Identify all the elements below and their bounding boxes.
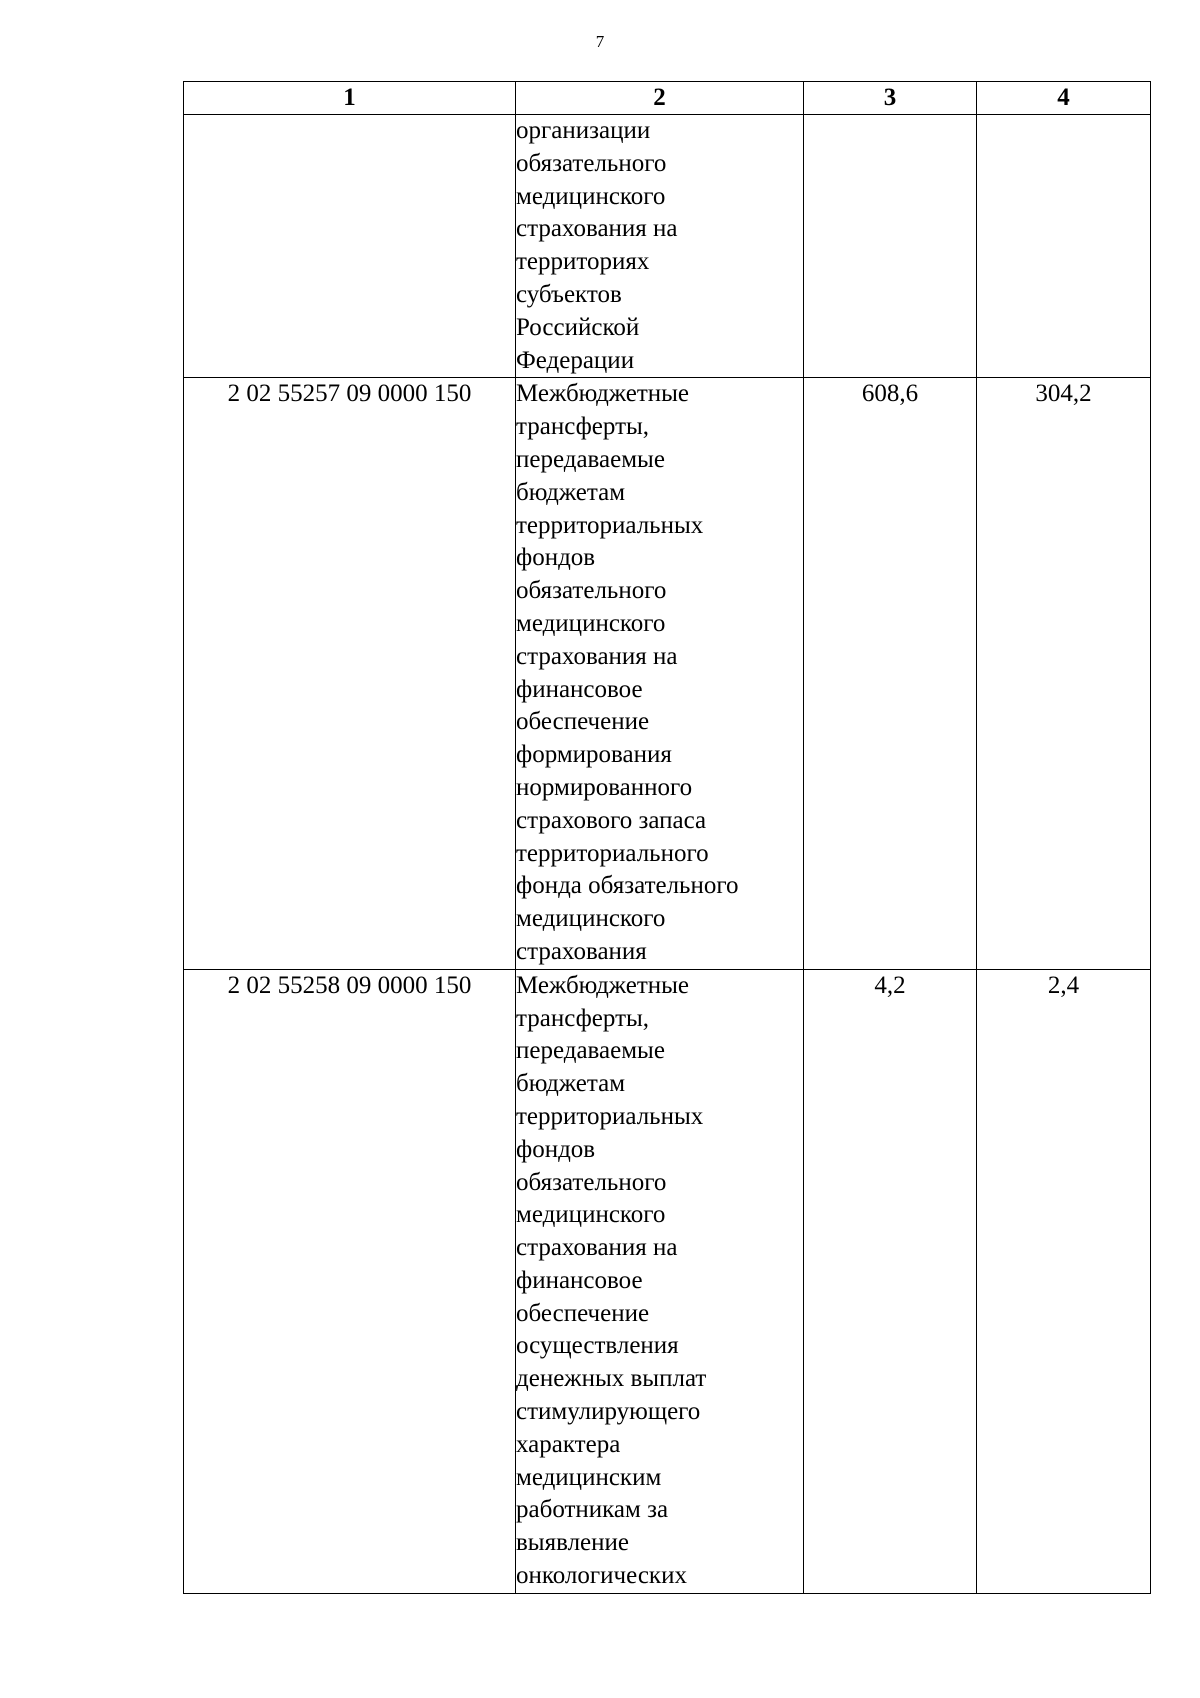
budget-code-cell: 2 02 55258 09 0000 150 [184,969,516,1593]
value-column-4-cell: 2,4 [977,969,1151,1593]
revenue-name-line: Межбюджетные [516,380,690,408]
revenue-name-line: фондов [516,1135,596,1163]
revenue-name-line: медицинского [516,609,666,637]
revenue-name-line: обеспечение [516,1299,650,1327]
revenue-name-line: бюджетам [516,1070,626,1098]
revenue-name-line: трансферты, [516,1004,650,1032]
revenue-name-cell [516,115,804,378]
budget-code-cell [184,115,516,378]
value-column-4-cell: 304,2 [977,378,1151,969]
revenue-name-line: фонда обязательного [516,872,739,900]
revenue-name-line: финансовое [516,1266,643,1294]
revenue-name-line: страхового запаса [516,806,707,834]
revenue-name-line: организации [516,117,651,144]
table-row [184,378,1151,969]
revenue-name-line: онкологических [516,1562,687,1590]
revenue-name-line: денежных выплат [516,1365,707,1393]
revenue-name-line: обязательного [516,577,667,605]
table-header-row [184,82,1151,115]
revenue-name-line: субъектов [516,280,622,308]
revenue-name-line: медицинским [516,1463,662,1491]
revenue-name-line: территориальных [516,1102,704,1130]
revenue-name-line: Российской [516,313,640,341]
revenue-name-line: медицинского [516,1201,666,1229]
page-number: 7 [595,32,605,51]
revenue-name-line: медицинского [516,905,666,933]
revenue-name-line: формирования [516,741,672,769]
revenue-name-cell [516,378,804,969]
revenue-name-line: обязательного [516,1168,667,1196]
revenue-name-line: бюджетам [516,478,626,506]
column-header-2: 2 [516,82,804,115]
revenue-name-line: страхования на [516,642,678,670]
table-row [184,115,1151,378]
value-column-4-cell [977,115,1151,378]
revenue-name-line: территориальных [516,511,704,539]
revenue-name-line: передаваемые [516,445,665,473]
revenue-name-line: территориях [516,248,650,276]
table-body [184,115,1151,1594]
revenue-name-line: финансовое [516,675,643,703]
value-column-3-cell: 608,6 [804,378,977,969]
revenue-name-line: страхования [516,937,647,965]
budget-table [183,81,1151,1594]
revenue-name-line: медицинского [516,182,666,210]
column-header-1: 1 [184,82,516,115]
value-column-3-cell: 4,2 [804,969,977,1593]
revenue-name-line: Федерации [516,346,635,374]
revenue-name-line: осуществления [516,1332,679,1360]
column-header-3: 3 [804,82,977,115]
revenue-name-line: страхования на [516,1234,678,1262]
revenue-name-line: страхования на [516,215,678,243]
column-header-4: 4 [977,82,1151,115]
budget-code-cell: 2 02 55257 09 0000 150 [184,378,516,969]
revenue-name-line: трансферты, [516,413,650,441]
revenue-name-line: работникам за [516,1496,669,1524]
revenue-name-line: нормированного [516,773,693,801]
revenue-name-line: обязательного [516,149,667,177]
revenue-name-line: передаваемые [516,1037,665,1065]
revenue-name-line: территориального [516,839,709,867]
revenue-name-line: Межбюджетные [516,971,690,999]
revenue-name-line: фондов [516,544,596,572]
revenue-name-cell [516,969,804,1593]
table-row [184,969,1151,1593]
revenue-name-line: характера [516,1430,621,1458]
value-column-3-cell [804,115,977,378]
revenue-name-line: стимулирующего [516,1398,701,1426]
revenue-name-line: выявление [516,1529,630,1557]
revenue-name-line: обеспечение [516,708,650,736]
